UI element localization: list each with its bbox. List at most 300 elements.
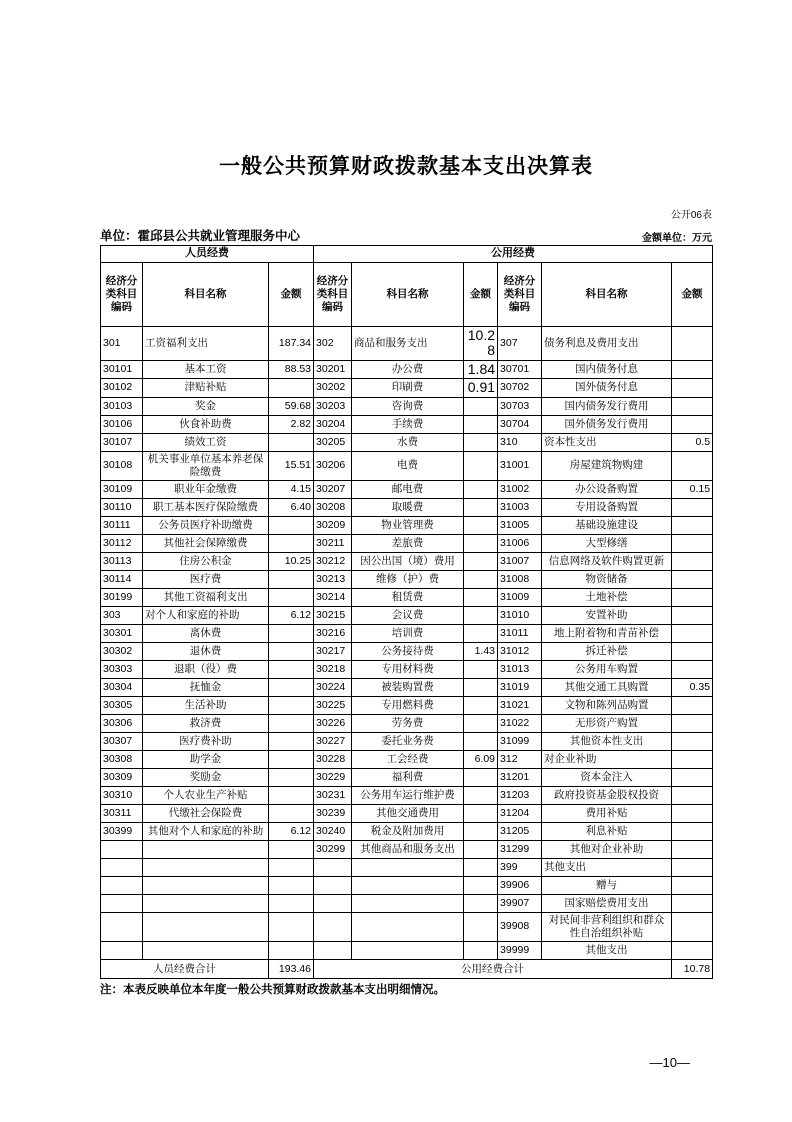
cell-code bbox=[101, 942, 143, 960]
cell-amount bbox=[269, 678, 314, 696]
cell-name: 其他工资福利支出 bbox=[143, 588, 269, 606]
cell-name: 工资福利支出 bbox=[143, 327, 269, 361]
cell-code: 30102 bbox=[101, 379, 143, 397]
cell-code: 30109 bbox=[101, 480, 143, 498]
cell-amount bbox=[464, 660, 498, 678]
cell-amount bbox=[672, 606, 713, 624]
cell-name: 物资储备 bbox=[542, 570, 672, 588]
cell-code: 30208 bbox=[314, 498, 352, 516]
unit-row bbox=[100, 226, 712, 244]
cell-amount bbox=[464, 606, 498, 624]
cell-amount bbox=[672, 327, 713, 361]
column-header: 科目名称 bbox=[143, 263, 269, 327]
cell-amount bbox=[464, 534, 498, 552]
cell-amount bbox=[672, 415, 713, 433]
cell-amount: 6.12 bbox=[269, 822, 314, 840]
cell-code: 31013 bbox=[498, 660, 542, 678]
cell-amount: 10.25 bbox=[269, 552, 314, 570]
cell-amount bbox=[464, 696, 498, 714]
table-row bbox=[101, 942, 713, 960]
cell-code: 30202 bbox=[314, 379, 352, 397]
cell-amount bbox=[464, 552, 498, 570]
cell-name: 债务利息及费用支出 bbox=[542, 327, 672, 361]
cell-code: 303 bbox=[101, 606, 143, 624]
table-row bbox=[101, 912, 713, 941]
cell-amount bbox=[672, 552, 713, 570]
cell-amount: 1.43 bbox=[464, 642, 498, 660]
table-row bbox=[101, 397, 713, 415]
cell-code: 30227 bbox=[314, 732, 352, 750]
cell-amount: 4.15 bbox=[269, 480, 314, 498]
group-header-public: 公用经费 bbox=[314, 246, 713, 263]
cell-code: 30225 bbox=[314, 696, 352, 714]
cell-name bbox=[352, 858, 464, 876]
cell-name: 公务员医疗补助缴费 bbox=[143, 516, 269, 534]
table-row bbox=[101, 451, 713, 480]
cell-code: 30215 bbox=[314, 606, 352, 624]
cell-name bbox=[352, 894, 464, 912]
table-row bbox=[101, 840, 713, 858]
cell-amount bbox=[269, 624, 314, 642]
cell-code: 30111 bbox=[101, 516, 143, 534]
cell-amount bbox=[672, 379, 713, 397]
table-row bbox=[101, 516, 713, 534]
table-row bbox=[101, 876, 713, 894]
cell-amount bbox=[672, 822, 713, 840]
cell-amount: 0.91 bbox=[464, 379, 498, 397]
table-row bbox=[101, 732, 713, 750]
cell-amount bbox=[672, 642, 713, 660]
table-row bbox=[101, 822, 713, 840]
cell-name: 办公设备购置 bbox=[542, 480, 672, 498]
cell-name: 离休费 bbox=[143, 624, 269, 642]
public-total-value: 10.78 bbox=[672, 960, 713, 979]
cell-amount bbox=[269, 660, 314, 678]
cell-name: 土地补偿 bbox=[542, 588, 672, 606]
cell-code: 30704 bbox=[498, 415, 542, 433]
cell-code: 30203 bbox=[314, 397, 352, 415]
cell-name: 差旅费 bbox=[352, 534, 464, 552]
cell-code: 307 bbox=[498, 327, 542, 361]
cell-code: 30303 bbox=[101, 660, 143, 678]
cell-code: 30224 bbox=[314, 678, 352, 696]
cell-name: 信息网络及软件购置更新 bbox=[542, 552, 672, 570]
cell-name: 邮电费 bbox=[352, 480, 464, 498]
cell-amount bbox=[269, 876, 314, 894]
cell-name: 工会经费 bbox=[352, 750, 464, 768]
cell-amount bbox=[672, 570, 713, 588]
cell-amount bbox=[672, 714, 713, 732]
cell-name: 费用补贴 bbox=[542, 804, 672, 822]
cell-amount bbox=[464, 840, 498, 858]
cell-code: 39908 bbox=[498, 912, 542, 941]
cell-amount: 15.51 bbox=[269, 451, 314, 480]
cell-code: 30305 bbox=[101, 696, 143, 714]
cell-code: 30209 bbox=[314, 516, 352, 534]
cell-name: 租赁费 bbox=[352, 588, 464, 606]
cell-code: 30216 bbox=[314, 624, 352, 642]
cell-amount bbox=[672, 894, 713, 912]
cell-code: 30206 bbox=[314, 451, 352, 480]
cell-amount bbox=[672, 660, 713, 678]
cell-amount bbox=[464, 516, 498, 534]
cell-code: 30307 bbox=[101, 732, 143, 750]
cell-name: 利息补贴 bbox=[542, 822, 672, 840]
cell-amount bbox=[464, 876, 498, 894]
table-row bbox=[101, 360, 713, 378]
cell-amount bbox=[464, 415, 498, 433]
cell-name: 公务用车运行维护费 bbox=[352, 786, 464, 804]
cell-name bbox=[143, 858, 269, 876]
cell-amount bbox=[672, 498, 713, 516]
cell-code: 30207 bbox=[314, 480, 352, 498]
cell-code: 31012 bbox=[498, 642, 542, 660]
cell-code: 30213 bbox=[314, 570, 352, 588]
cell-amount: 2.82 bbox=[269, 415, 314, 433]
cell-amount bbox=[269, 942, 314, 960]
cell-name: 无形资产购置 bbox=[542, 714, 672, 732]
cell-code: 31006 bbox=[498, 534, 542, 552]
cell-amount bbox=[269, 433, 314, 451]
cell-code: 30201 bbox=[314, 360, 352, 378]
cell-name: 退职（役）费 bbox=[143, 660, 269, 678]
cell-amount bbox=[464, 433, 498, 451]
cell-name bbox=[143, 894, 269, 912]
cell-code: 31299 bbox=[498, 840, 542, 858]
cell-amount bbox=[269, 696, 314, 714]
cell-code: 31205 bbox=[498, 822, 542, 840]
cell-name: 对企业补助 bbox=[542, 750, 672, 768]
cell-code: 30113 bbox=[101, 552, 143, 570]
cell-code: 30226 bbox=[314, 714, 352, 732]
table-row bbox=[101, 750, 713, 768]
cell-name: 大型修缮 bbox=[542, 534, 672, 552]
cell-name: 取暖费 bbox=[352, 498, 464, 516]
cell-code: 30218 bbox=[314, 660, 352, 678]
cell-amount bbox=[672, 360, 713, 378]
cell-name: 其他支出 bbox=[542, 858, 672, 876]
cell-code: 30110 bbox=[101, 498, 143, 516]
cell-name: 其他社会保障缴费 bbox=[143, 534, 269, 552]
cell-code: 30112 bbox=[101, 534, 143, 552]
cell-amount bbox=[464, 480, 498, 498]
cell-name: 文物和陈列品购置 bbox=[542, 696, 672, 714]
cell-name: 商品和服务支出 bbox=[352, 327, 464, 361]
cell-code: 31001 bbox=[498, 451, 542, 480]
cell-amount bbox=[464, 894, 498, 912]
table-row bbox=[101, 804, 713, 822]
cell-name: 专用燃料费 bbox=[352, 696, 464, 714]
cell-name: 基本工资 bbox=[143, 360, 269, 378]
table-row bbox=[101, 894, 713, 912]
cell-amount bbox=[464, 678, 498, 696]
cell-name: 被装购置费 bbox=[352, 678, 464, 696]
table-row bbox=[101, 696, 713, 714]
cell-name: 福利费 bbox=[352, 768, 464, 786]
cell-code bbox=[314, 912, 352, 941]
cell-code: 39999 bbox=[498, 942, 542, 960]
amount-unit: 金额单位：万元 bbox=[642, 233, 712, 244]
cell-name bbox=[352, 912, 464, 941]
cell-name: 基础设施建设 bbox=[542, 516, 672, 534]
cell-name: 其他交通工具购置 bbox=[542, 678, 672, 696]
table-row bbox=[101, 534, 713, 552]
column-header-row bbox=[101, 263, 713, 327]
cell-code: 30231 bbox=[314, 786, 352, 804]
cell-amount bbox=[672, 768, 713, 786]
cell-code: 30240 bbox=[314, 822, 352, 840]
cell-amount bbox=[269, 768, 314, 786]
cell-name: 赠与 bbox=[542, 876, 672, 894]
cell-code: 31008 bbox=[498, 570, 542, 588]
cell-code: 30308 bbox=[101, 750, 143, 768]
cell-amount: 88.53 bbox=[269, 360, 314, 378]
cell-amount: 10.28 bbox=[464, 327, 498, 361]
column-header: 金额 bbox=[464, 263, 498, 327]
cell-code: 31021 bbox=[498, 696, 542, 714]
cell-code: 30217 bbox=[314, 642, 352, 660]
cell-amount bbox=[464, 768, 498, 786]
cell-amount bbox=[672, 624, 713, 642]
cell-code bbox=[101, 912, 143, 941]
cell-name: 物业管理费 bbox=[352, 516, 464, 534]
cell-code: 312 bbox=[498, 750, 542, 768]
cell-code: 31010 bbox=[498, 606, 542, 624]
cell-amount: 59.68 bbox=[269, 397, 314, 415]
table-row bbox=[101, 714, 713, 732]
cell-code bbox=[101, 840, 143, 858]
cell-amount bbox=[672, 732, 713, 750]
cell-name: 资本金注入 bbox=[542, 768, 672, 786]
table-code: 公开06表 bbox=[670, 210, 712, 221]
cell-amount bbox=[464, 451, 498, 480]
cell-amount: 6.40 bbox=[269, 498, 314, 516]
cell-amount bbox=[464, 570, 498, 588]
cell-amount bbox=[269, 894, 314, 912]
cell-amount bbox=[672, 912, 713, 941]
cell-name bbox=[143, 840, 269, 858]
cell-amount bbox=[672, 588, 713, 606]
cell-name bbox=[143, 942, 269, 960]
cell-name: 培训费 bbox=[352, 624, 464, 642]
cell-name bbox=[352, 942, 464, 960]
cell-name: 专用材料费 bbox=[352, 660, 464, 678]
column-header: 金额 bbox=[672, 263, 713, 327]
cell-name: 对个人和家庭的补助 bbox=[143, 606, 269, 624]
cell-code: 30703 bbox=[498, 397, 542, 415]
cell-code: 30103 bbox=[101, 397, 143, 415]
cell-code: 30229 bbox=[314, 768, 352, 786]
table-row bbox=[101, 415, 713, 433]
cell-code bbox=[101, 894, 143, 912]
cell-amount bbox=[672, 840, 713, 858]
cell-code: 30301 bbox=[101, 624, 143, 642]
cell-name: 专用设备购置 bbox=[542, 498, 672, 516]
cell-amount bbox=[672, 858, 713, 876]
table-note: 注：本表反映单位本年度一般公共预算财政拨款基本支出明细情况。 bbox=[100, 984, 445, 997]
cell-amount: 0.15 bbox=[672, 480, 713, 498]
cell-amount bbox=[464, 397, 498, 415]
cell-name: 绩效工资 bbox=[143, 433, 269, 451]
cell-name: 职工基本医疗保险缴费 bbox=[143, 498, 269, 516]
table-row bbox=[101, 678, 713, 696]
cell-code: 31204 bbox=[498, 804, 542, 822]
cell-name: 水费 bbox=[352, 433, 464, 451]
cell-name: 抚恤金 bbox=[143, 678, 269, 696]
cell-name: 房屋建筑物购建 bbox=[542, 451, 672, 480]
cell-code: 31203 bbox=[498, 786, 542, 804]
cell-name: 奖金 bbox=[143, 397, 269, 415]
group-header-row bbox=[101, 246, 713, 263]
cell-amount bbox=[269, 804, 314, 822]
cell-name: 委托业务费 bbox=[352, 732, 464, 750]
cell-code: 30310 bbox=[101, 786, 143, 804]
cell-name: 其他交通费用 bbox=[352, 804, 464, 822]
page-number: —10— bbox=[649, 1055, 690, 1071]
cell-amount bbox=[672, 451, 713, 480]
cell-name: 国外债务付息 bbox=[542, 379, 672, 397]
cell-code: 31099 bbox=[498, 732, 542, 750]
cell-name: 公务用车购置 bbox=[542, 660, 672, 678]
cell-amount: 0.5 bbox=[672, 433, 713, 451]
personnel-total-label: 人员经费合计 bbox=[101, 960, 269, 979]
table-row bbox=[101, 570, 713, 588]
cell-name: 办公费 bbox=[352, 360, 464, 378]
cell-name: 伙食补助费 bbox=[143, 415, 269, 433]
cell-code: 301 bbox=[101, 327, 143, 361]
page-title: 一般公共预算财政拨款基本支出决算表 bbox=[219, 155, 593, 178]
cell-name: 会议费 bbox=[352, 606, 464, 624]
cell-amount bbox=[269, 516, 314, 534]
cell-code: 30114 bbox=[101, 570, 143, 588]
table-row bbox=[101, 327, 713, 361]
table-row bbox=[101, 379, 713, 397]
cell-code: 30239 bbox=[314, 804, 352, 822]
table-body bbox=[101, 327, 713, 960]
cell-amount bbox=[672, 786, 713, 804]
cell-name bbox=[143, 876, 269, 894]
cell-name: 其他对企业补助 bbox=[542, 840, 672, 858]
column-header: 金额 bbox=[269, 263, 314, 327]
cell-name: 医疗费补助 bbox=[143, 732, 269, 750]
cell-name: 退休费 bbox=[143, 642, 269, 660]
cell-code bbox=[314, 876, 352, 894]
cell-code: 30309 bbox=[101, 768, 143, 786]
cell-amount: 0.35 bbox=[672, 678, 713, 696]
cell-amount bbox=[269, 534, 314, 552]
cell-amount bbox=[269, 912, 314, 941]
cell-name: 印刷费 bbox=[352, 379, 464, 397]
cell-name bbox=[352, 876, 464, 894]
cell-name: 职业年金缴费 bbox=[143, 480, 269, 498]
cell-name: 其他对个人和家庭的补助 bbox=[143, 822, 269, 840]
cell-code: 31009 bbox=[498, 588, 542, 606]
table-row bbox=[101, 768, 713, 786]
cell-code: 30212 bbox=[314, 552, 352, 570]
cell-amount bbox=[672, 534, 713, 552]
cell-amount bbox=[672, 516, 713, 534]
cell-amount bbox=[464, 804, 498, 822]
cell-amount bbox=[464, 942, 498, 960]
personnel-total-value: 193.46 bbox=[269, 960, 314, 979]
cell-code: 30299 bbox=[314, 840, 352, 858]
table-row bbox=[101, 642, 713, 660]
cell-code: 30214 bbox=[314, 588, 352, 606]
cell-amount: 187.34 bbox=[269, 327, 314, 361]
cell-name: 资本性支出 bbox=[542, 433, 672, 451]
cell-code: 30211 bbox=[314, 534, 352, 552]
cell-code: 399 bbox=[498, 858, 542, 876]
public-total-label: 公用经费合计 bbox=[314, 960, 672, 979]
cell-name: 公务接待费 bbox=[352, 642, 464, 660]
unit-name: 单位：霍邱县公共就业管理服务中心 bbox=[100, 229, 301, 243]
cell-name: 助学金 bbox=[143, 750, 269, 768]
cell-code bbox=[314, 858, 352, 876]
cell-code: 310 bbox=[498, 433, 542, 451]
cell-code: 30108 bbox=[101, 451, 143, 480]
column-header: 科目名称 bbox=[542, 263, 672, 327]
column-header: 经济分类科目编码 bbox=[498, 263, 542, 327]
cell-name: 政府投资基金股权投资 bbox=[542, 786, 672, 804]
cell-name: 医疗费 bbox=[143, 570, 269, 588]
cell-name: 安置补助 bbox=[542, 606, 672, 624]
table-row bbox=[101, 606, 713, 624]
cell-name: 奖励金 bbox=[143, 768, 269, 786]
cell-code: 31011 bbox=[498, 624, 542, 642]
cell-name: 代缴社会保险费 bbox=[143, 804, 269, 822]
cell-amount bbox=[672, 397, 713, 415]
totals-row bbox=[101, 960, 713, 979]
cell-amount bbox=[269, 750, 314, 768]
cell-name: 对民间非营利组织和群众性自治组织补贴 bbox=[542, 912, 672, 941]
cell-code: 302 bbox=[314, 327, 352, 361]
cell-name: 国内债务付息 bbox=[542, 360, 672, 378]
cell-amount bbox=[269, 714, 314, 732]
cell-amount bbox=[269, 379, 314, 397]
column-header: 经济分类科目编码 bbox=[101, 263, 143, 327]
cell-code: 30205 bbox=[314, 433, 352, 451]
table-row bbox=[101, 858, 713, 876]
cell-amount bbox=[464, 858, 498, 876]
cell-amount bbox=[269, 588, 314, 606]
cell-code bbox=[314, 942, 352, 960]
cell-code: 31002 bbox=[498, 480, 542, 498]
cell-code: 30106 bbox=[101, 415, 143, 433]
table-row bbox=[101, 480, 713, 498]
cell-code: 31007 bbox=[498, 552, 542, 570]
group-header-personnel: 人员经费 bbox=[101, 246, 314, 263]
cell-code: 30399 bbox=[101, 822, 143, 840]
cell-amount bbox=[269, 732, 314, 750]
cell-name: 个人农业生产补贴 bbox=[143, 786, 269, 804]
cell-code: 30311 bbox=[101, 804, 143, 822]
cell-name: 维修（护）费 bbox=[352, 570, 464, 588]
table-row bbox=[101, 433, 713, 451]
document-content bbox=[100, 150, 712, 1070]
cell-code: 30199 bbox=[101, 588, 143, 606]
cell-name: 住房公积金 bbox=[143, 552, 269, 570]
cell-code: 30702 bbox=[498, 379, 542, 397]
cell-code: 31019 bbox=[498, 678, 542, 696]
cell-name: 因公出国（境）费用 bbox=[352, 552, 464, 570]
cell-code: 30701 bbox=[498, 360, 542, 378]
cell-amount bbox=[464, 912, 498, 941]
cell-code: 30306 bbox=[101, 714, 143, 732]
cell-amount bbox=[269, 786, 314, 804]
cell-amount bbox=[269, 858, 314, 876]
cell-name: 拆迁补偿 bbox=[542, 642, 672, 660]
cell-name: 机关事业单位基本养老保险缴费 bbox=[143, 451, 269, 480]
